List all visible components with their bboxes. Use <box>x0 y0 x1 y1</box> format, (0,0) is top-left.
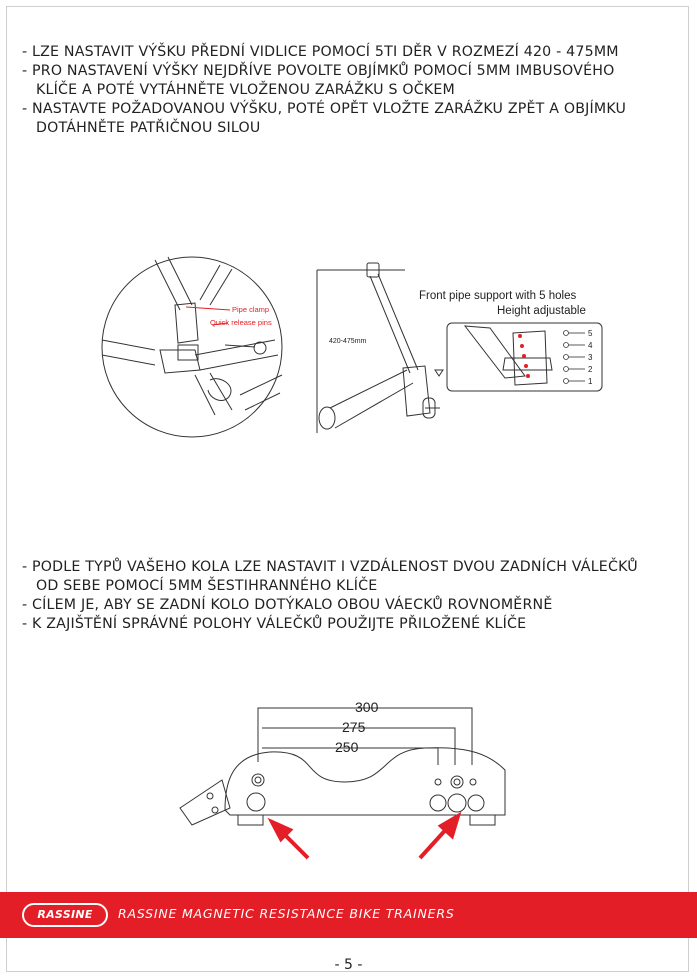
hole-number: 3 <box>588 353 593 362</box>
instruction-line: - NASTAVTE POŽADOVANOU VÝŠKU, POTÉ OPĚT VLOŽTE ZARÁŽKU ZPĚT A OBJÍMKU <box>22 101 627 117</box>
hole-number: 2 <box>588 365 593 374</box>
hole-number: 4 <box>588 341 593 350</box>
dim-300-label: 300 <box>355 699 379 715</box>
hole-number: 5 <box>588 329 593 338</box>
instruction-line: - CÍLEM JE, ABY SE ZADNÍ KOLO DOTÝKALO OBOU VÁECKŮ ROVNOMĚRNĚ <box>22 597 553 613</box>
page-number: - 5 - <box>334 957 363 973</box>
height-instructions <box>22 43 626 138</box>
height-range-label: 420-475mm <box>329 338 367 345</box>
hole-number: 1 <box>588 377 593 386</box>
dim-275-label: 275 <box>342 719 366 735</box>
banner-text: RASSINE MAGNETIC RESISTANCE BIKE TRAINERS <box>118 906 455 921</box>
instruction-line: - PRO NASTAVENÍ VÝŠKY NEJDŘÍVE POVOLTE OBJÍMKŮ POMOCÍ 5MM IMBUSOVÉHO <box>22 63 615 79</box>
front-pipe-support-figure <box>315 258 605 438</box>
dim-250-label: 250 <box>335 739 359 755</box>
instruction-line: OD SEBE POMOCÍ 5MM ŠESTIHRANNÉHO KLÍČE <box>36 578 378 594</box>
brand-banner <box>0 892 697 938</box>
roller-spacing-figure <box>170 690 515 865</box>
rassine-logo: RASSINE <box>22 903 108 927</box>
instruction-line: - LZE NASTAVIT VÝŠKU PŘEDNÍ VIDLICE POMOCÍ 5TI DĚR V ROZMEZÍ 420 - 475MM <box>22 44 619 60</box>
instruction-line: - PODLE TYPŮ VAŠEHO KOLA LZE NASTAVIT I VZDÁLENOST DVOU ZADNÍCH VÁLEČKŮ <box>22 559 638 575</box>
quick-release-pins-label: Quick release pins <box>210 318 272 327</box>
instruction-line: - K ZAJIŠTĚNÍ SPRÁVNÉ POLOHY VÁLEČKŮ POUŽIJTE PŘILOŽENÉ KLÍČE <box>22 616 527 632</box>
roller-instructions <box>22 558 638 634</box>
pipe-support-title: Front pipe support with 5 holes <box>419 290 577 302</box>
instruction-line: DOTÁHNĚTE PATŘIČNOU SILOU <box>36 120 261 136</box>
height-adjustable-label: Height adjustable <box>497 305 586 317</box>
pipe-clamp-label: Pipe clamp <box>232 305 270 314</box>
pipe-clamp-detail-figure <box>100 255 285 440</box>
instruction-line: KLÍČE A POTÉ VYTÁHNĚTE VLOŽENOU ZARÁŽKU S OČKEM <box>36 82 455 98</box>
